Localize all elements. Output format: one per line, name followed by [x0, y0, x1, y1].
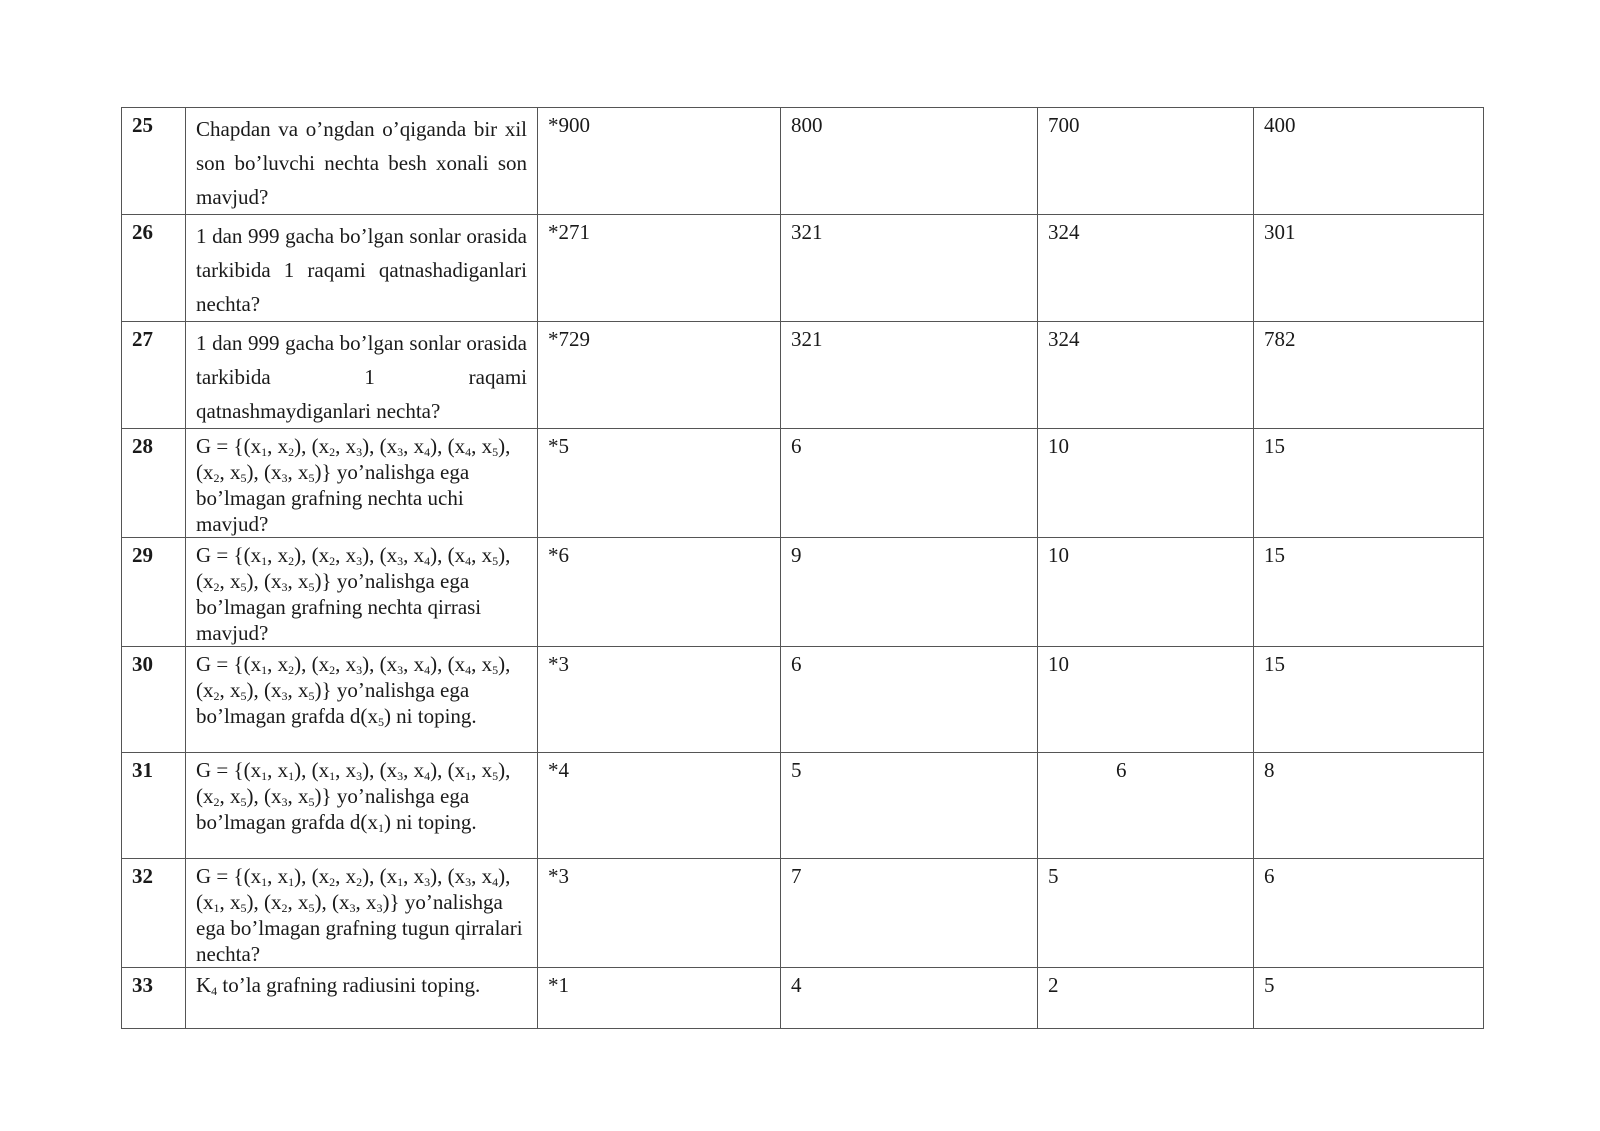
- subscript-index: 3: [397, 663, 404, 677]
- option-b: 321: [781, 322, 1038, 429]
- question-number: 27: [122, 322, 186, 429]
- question-text: $G = \{(x_1$, $x_2$), ($x_2$, $x_3$), ($x_3$, $x_4$), ($x_4$, $x_5$), ($x_2$, $x_5$), ($x_3$, $x_5$)} yo’nalishga ega bo’lmagan grafda $d(x_5)$ ni toping.: [186, 647, 538, 753]
- subscript-index: 1: [261, 445, 268, 459]
- subscript-index: 4: [465, 445, 472, 459]
- option-correct: *900: [538, 108, 781, 215]
- question-number: 26: [122, 215, 186, 322]
- subscript-index: 1: [213, 901, 220, 915]
- subscript-index: 1: [465, 769, 472, 783]
- table-row: [122, 215, 1484, 322]
- option-d: 5: [1254, 968, 1484, 1029]
- subscript-index: 5: [492, 663, 499, 677]
- subscript-index: 5: [308, 471, 315, 485]
- subscript-index: 5: [308, 580, 315, 594]
- option-b: 321: [781, 215, 1038, 322]
- subscript-index: 2: [288, 663, 295, 677]
- subscript-index: 5: [308, 795, 315, 809]
- option-b: 6: [781, 647, 1038, 753]
- subscript-index: 1: [261, 769, 268, 783]
- question-text: $G = \{(x_1$, $x_2$), ($x_2$, $x_3$), ($x_3$, $x_4$), ($x_4$, $x_5$), ($x_2$, $x_5$), ($x_3$, $x_5$)} yo’nalishga ega bo’lmagan grafning nechta qirrasi mavjud?: [186, 538, 538, 647]
- subscript-index: 3: [376, 901, 383, 915]
- subscript-index: 4: [211, 984, 218, 998]
- subscript-index: 5: [240, 471, 247, 485]
- subscript-index: 2: [288, 554, 295, 568]
- subscript-index: 2: [213, 689, 220, 703]
- option-c: 6: [1038, 753, 1254, 859]
- subscript-index: 3: [424, 875, 431, 889]
- subscript-index: 1: [261, 875, 268, 889]
- option-correct: *6: [538, 538, 781, 647]
- subscript-index: 2: [288, 445, 295, 459]
- option-d: 8: [1254, 753, 1484, 859]
- subscript-index: 3: [356, 445, 363, 459]
- option-b: 800: [781, 108, 1038, 215]
- option-c: 10: [1038, 429, 1254, 538]
- table-row: [122, 322, 1484, 429]
- subscript-index: 1: [329, 769, 336, 783]
- subscript-index: 5: [377, 715, 384, 729]
- question-number: 32: [122, 859, 186, 968]
- table-row: [122, 859, 1484, 968]
- option-correct: *3: [538, 647, 781, 753]
- question-number: 29: [122, 538, 186, 647]
- question-text: $K_4$ to’la grafning radiusini toping.: [186, 968, 538, 1029]
- subscript-index: 2: [356, 875, 363, 889]
- subscript-index: 1: [377, 821, 384, 835]
- option-correct: *729: [538, 322, 781, 429]
- question-number: 33: [122, 968, 186, 1029]
- option-c: 324: [1038, 215, 1254, 322]
- option-correct: *4: [538, 753, 781, 859]
- question-text: $G = \{(x_1$, $x_1$), ($x_2$, $x_2$), ($x_1$, $x_3$), ($x_3$, $x_4$), ($x_1$, $x_5$), ($x_2$, $x_5$), ($x_3$, $x_3$)} yo’nalishga ega bo’lmagan grafning tugun qirralari nechta?: [186, 859, 538, 968]
- option-b: 4: [781, 968, 1038, 1029]
- table-row: [122, 647, 1484, 753]
- subscript-index: 3: [281, 795, 288, 809]
- option-c: 10: [1038, 538, 1254, 647]
- option-correct: *1: [538, 968, 781, 1029]
- subscript-index: 3: [281, 689, 288, 703]
- question-number: 30: [122, 647, 186, 753]
- subscript-index: 3: [356, 663, 363, 677]
- table-row: [122, 753, 1484, 859]
- subscript-index: 3: [397, 769, 404, 783]
- subscript-index: 5: [308, 901, 315, 915]
- subscript-index: 2: [329, 554, 336, 568]
- option-b: 5: [781, 753, 1038, 859]
- option-d: 782: [1254, 322, 1484, 429]
- subscript-index: 2: [213, 580, 220, 594]
- subscript-index: 1: [261, 663, 268, 677]
- table-row: [122, 538, 1484, 647]
- option-d: 15: [1254, 647, 1484, 753]
- subscript-index: 3: [356, 554, 363, 568]
- question-text: 1 dan 999 gacha bo’lgan sonlar orasida tarkibida 1 raqami qatnashadiganlari nechta?: [186, 215, 538, 322]
- subscript-index: 3: [397, 445, 404, 459]
- option-c: 5: [1038, 859, 1254, 968]
- subscript-index: 4: [424, 445, 431, 459]
- subscript-index: 5: [492, 554, 499, 568]
- table-row: [122, 108, 1484, 215]
- question-text: $G = \{(x_1$, $x_1$), ($x_1$, $x_3$), ($x_3$, $x_4$), ($x_1$, $x_5$), ($x_2$, $x_5$), ($x_3$, $x_5$)} yo’nalishga ega bo’lmagan grafda $d(x_1)$ ni toping.: [186, 753, 538, 859]
- subscript-index: 4: [465, 554, 472, 568]
- subscript-index: 5: [308, 689, 315, 703]
- subscript-index: 3: [281, 580, 288, 594]
- option-c: 2: [1038, 968, 1254, 1029]
- option-correct: *3: [538, 859, 781, 968]
- subscript-index: 4: [424, 663, 431, 677]
- subscript-index: 4: [424, 769, 431, 783]
- subscript-index: 5: [240, 795, 247, 809]
- subscript-index: 2: [213, 471, 220, 485]
- subscript-index: 1: [397, 875, 404, 889]
- option-b: 6: [781, 429, 1038, 538]
- option-b: 7: [781, 859, 1038, 968]
- subscript-index: 4: [424, 554, 431, 568]
- subscript-index: 5: [240, 580, 247, 594]
- option-d: 6: [1254, 859, 1484, 968]
- subscript-index: 3: [356, 769, 363, 783]
- subscript-index: 3: [397, 554, 404, 568]
- question-text: 1 dan 999 gacha bo’lgan sonlar orasida tarkibida 1 raqami qatnashmaydiganlari nechta?: [186, 322, 538, 429]
- option-c: 324: [1038, 322, 1254, 429]
- question-number: 28: [122, 429, 186, 538]
- option-b: 9: [781, 538, 1038, 647]
- option-d: 15: [1254, 538, 1484, 647]
- subscript-index: 4: [465, 663, 472, 677]
- subscript-index: 1: [288, 875, 295, 889]
- subscript-index: 2: [281, 901, 288, 915]
- table-row: [122, 429, 1484, 538]
- question-number: 31: [122, 753, 186, 859]
- question-text: $G = \{(x_1$, $x_2$), ($x_2$, $x_3$), ($x_3$, $x_4$), ($x_4$, $x_5$), ($x_2$, $x_5$), ($x_3$, $x_5$)} yo’nalishga ega bo’lmagan grafning nechta uchi mavjud?: [186, 429, 538, 538]
- option-c: 10: [1038, 647, 1254, 753]
- subscript-index: 4: [492, 875, 499, 889]
- option-d: 400: [1254, 108, 1484, 215]
- question-number: 25: [122, 108, 186, 215]
- subscript-index: 1: [261, 554, 268, 568]
- option-correct: *271: [538, 215, 781, 322]
- subscript-index: 1: [288, 769, 295, 783]
- subscript-index: 3: [465, 875, 472, 889]
- subscript-index: 2: [213, 795, 220, 809]
- subscript-index: 3: [349, 901, 356, 915]
- subscript-index: 2: [329, 875, 336, 889]
- subscript-index: 5: [492, 769, 499, 783]
- option-c: 700: [1038, 108, 1254, 215]
- subscript-index: 5: [240, 901, 247, 915]
- subscript-index: 3: [281, 471, 288, 485]
- question-text: Chapdan va o’ngdan o’qiganda bir xil son bo’luvchi nechta besh xonali son mavjud?: [186, 108, 538, 215]
- subscript-index: 2: [329, 445, 336, 459]
- table-row: [122, 968, 1484, 1029]
- subscript-index: 2: [329, 663, 336, 677]
- option-d: 301: [1254, 215, 1484, 322]
- option-correct: *5: [538, 429, 781, 538]
- question-table: [121, 107, 1484, 1029]
- subscript-index: 5: [240, 689, 247, 703]
- subscript-index: 5: [492, 445, 499, 459]
- option-d: 15: [1254, 429, 1484, 538]
